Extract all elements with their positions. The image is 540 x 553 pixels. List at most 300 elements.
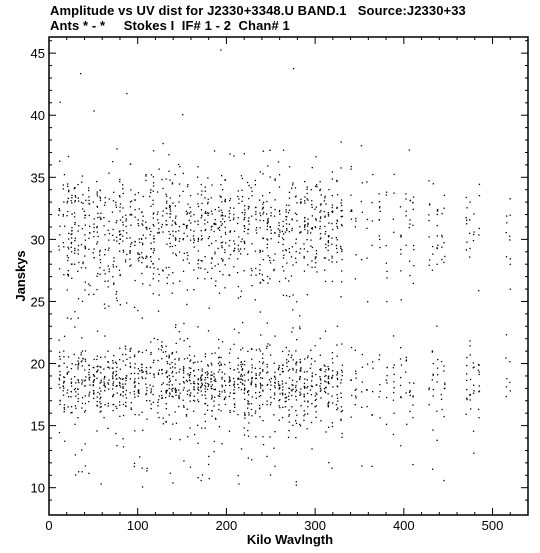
data-point: [380, 391, 381, 392]
data-point: [201, 203, 202, 204]
data-point: [331, 238, 332, 239]
data-point: [135, 385, 136, 386]
data-point: [271, 233, 272, 234]
data-point: [229, 385, 230, 386]
data-point: [262, 390, 263, 391]
data-point: [304, 217, 305, 218]
data-point: [158, 258, 159, 259]
data-point: [304, 271, 305, 272]
data-point: [248, 220, 249, 221]
data-point: [255, 368, 256, 369]
data-point: [214, 251, 215, 252]
data-point: [263, 212, 264, 213]
data-point: [315, 345, 316, 346]
data-point: [262, 251, 263, 252]
data-point: [320, 379, 321, 380]
data-point: [341, 205, 342, 206]
data-point: [267, 165, 268, 166]
data-point: [466, 357, 467, 358]
data-point: [267, 247, 268, 248]
data-point: [242, 212, 243, 213]
data-point: [205, 213, 206, 214]
data-point: [296, 415, 297, 416]
data-point: [120, 219, 121, 220]
data-point: [325, 381, 326, 382]
data-point: [82, 194, 83, 195]
data-point: [179, 195, 180, 196]
data-point: [205, 403, 206, 404]
data-point: [410, 395, 411, 396]
data-point: [307, 226, 308, 227]
data-point: [247, 233, 248, 234]
data-point: [120, 369, 121, 370]
data-point: [187, 225, 188, 226]
data-point: [198, 387, 199, 388]
data-point: [187, 186, 188, 187]
data-point: [78, 398, 79, 399]
data-point: [208, 330, 209, 331]
data-point: [211, 229, 212, 230]
data-point: [100, 259, 101, 260]
data-point: [78, 471, 79, 472]
data-point: [189, 394, 190, 395]
data-point: [112, 378, 113, 379]
data-point: [179, 226, 180, 227]
data-point: [186, 228, 187, 229]
data-point: [283, 255, 284, 256]
data-point: [262, 208, 263, 209]
data-point: [299, 376, 300, 377]
data-point: [437, 235, 438, 236]
data-point: [412, 202, 413, 203]
data-point: [168, 171, 169, 172]
data-point: [311, 189, 312, 190]
data-point: [189, 213, 190, 214]
data-point: [119, 234, 120, 235]
data-point: [215, 209, 216, 210]
data-point: [386, 397, 387, 398]
data-point: [406, 245, 407, 246]
data-point: [401, 397, 402, 398]
data-point: [267, 366, 268, 367]
data-point: [291, 406, 292, 407]
data-point: [142, 283, 143, 284]
data-point: [444, 256, 445, 257]
data-point: [125, 348, 126, 349]
data-point: [286, 219, 287, 220]
data-point: [139, 414, 140, 415]
data-point: [125, 377, 126, 378]
data-point: [244, 270, 245, 271]
data-point: [316, 394, 317, 395]
data-point: [81, 244, 82, 245]
data-point: [328, 245, 329, 246]
data-point: [409, 219, 410, 220]
data-point: [473, 431, 474, 432]
data-point: [186, 214, 187, 215]
data-point: [332, 178, 333, 179]
data-point: [379, 384, 380, 385]
data-point: [320, 397, 321, 398]
data-point: [119, 405, 120, 406]
data-point: [241, 374, 242, 375]
data-point: [153, 402, 154, 403]
data-point: [71, 195, 72, 196]
data-point: [108, 286, 109, 287]
data-point: [279, 385, 280, 386]
data-point: [159, 395, 160, 396]
data-point: [112, 276, 113, 277]
data-point: [166, 356, 167, 357]
data-point: [267, 223, 268, 224]
data-point: [146, 373, 147, 374]
data-point: [315, 186, 316, 187]
data-point: [244, 153, 245, 154]
data-point: [167, 283, 168, 284]
y-tick-label: 15: [30, 418, 45, 434]
data-point: [96, 243, 97, 244]
data-point: [278, 236, 279, 237]
data-point: [304, 229, 305, 230]
data-point: [178, 230, 179, 231]
data-point: [324, 216, 325, 217]
data-point: [207, 272, 208, 273]
data-point: [125, 383, 126, 384]
data-point: [224, 249, 225, 250]
data-point: [271, 230, 272, 231]
data-point: [179, 241, 180, 242]
data-point: [441, 235, 442, 236]
data-point: [166, 267, 167, 268]
data-point: [71, 227, 72, 228]
data-point: [273, 448, 274, 449]
data-point: [183, 271, 184, 272]
data-point: [328, 189, 329, 190]
data-point: [93, 398, 94, 399]
data-point: [67, 202, 68, 203]
data-point: [443, 242, 444, 243]
data-point: [295, 410, 296, 411]
data-point: [201, 235, 202, 236]
data-point: [141, 273, 142, 274]
data-point: [59, 387, 60, 388]
data-point: [143, 196, 144, 197]
data-point: [215, 389, 216, 390]
data-point: [202, 370, 203, 371]
y-tick-label: 30: [30, 232, 45, 248]
data-point: [172, 182, 173, 183]
data-point: [119, 377, 120, 378]
data-point: [337, 356, 338, 357]
data-point: [183, 389, 184, 390]
data-point: [125, 406, 126, 407]
data-point: [84, 246, 85, 247]
data-point: [444, 383, 445, 384]
data-point: [244, 434, 245, 435]
data-point: [220, 221, 221, 222]
data-point: [229, 153, 230, 154]
data-point: [470, 399, 471, 400]
data-point: [355, 371, 356, 372]
data-point: [113, 264, 114, 265]
data-point: [189, 355, 190, 356]
data-point: [387, 367, 388, 368]
data-point: [71, 368, 72, 369]
data-point: [312, 247, 313, 248]
data-point: [337, 385, 338, 386]
data-point: [142, 318, 143, 319]
data-point: [101, 380, 102, 381]
data-point: [211, 416, 212, 417]
data-point: [138, 383, 139, 384]
data-point: [64, 174, 65, 175]
data-point: [336, 245, 337, 246]
data-point: [198, 206, 199, 207]
data-point: [94, 359, 95, 360]
data-point: [85, 376, 86, 377]
data-point: [221, 258, 222, 259]
data-point: [119, 416, 120, 417]
data-point: [240, 296, 241, 297]
data-point: [166, 392, 167, 393]
data-point: [166, 384, 167, 385]
data-point: [332, 171, 333, 172]
data-point: [241, 448, 242, 449]
data-point: [205, 211, 206, 212]
data-point: [304, 358, 305, 359]
data-point: [233, 155, 234, 156]
data-point: [130, 206, 131, 207]
data-point: [289, 414, 290, 415]
data-point: [200, 378, 201, 379]
data-point: [68, 238, 69, 239]
data-point: [405, 198, 406, 199]
data-point: [161, 384, 162, 385]
data-point: [256, 219, 257, 220]
data-point: [350, 211, 351, 212]
x-tick-label: 400: [392, 518, 415, 533]
data-point: [244, 228, 245, 229]
data-point: [444, 388, 445, 389]
data-point: [153, 204, 154, 205]
data-point: [97, 195, 98, 196]
data-point: [59, 340, 60, 341]
data-point: [126, 254, 127, 255]
data-point: [153, 225, 154, 226]
data-point: [307, 357, 308, 358]
data-point: [291, 188, 292, 189]
data-point: [220, 49, 221, 50]
data-point: [119, 207, 120, 208]
data-point: [324, 211, 325, 212]
data-point: [115, 433, 116, 434]
data-point: [292, 228, 293, 229]
data-point: [278, 381, 279, 382]
data-point: [204, 197, 205, 198]
data-point: [146, 387, 147, 388]
data-point: [107, 382, 108, 383]
data-point: [269, 150, 270, 151]
data-point: [194, 389, 195, 390]
data-point: [275, 178, 276, 179]
data-point: [126, 218, 127, 219]
data-point: [307, 413, 308, 414]
data-point: [429, 404, 430, 405]
data-point: [406, 357, 407, 358]
data-point: [172, 388, 173, 389]
data-point: [270, 207, 271, 208]
data-point: [141, 367, 142, 368]
data-point: [225, 385, 226, 386]
data-point: [286, 230, 287, 231]
data-point: [198, 378, 199, 379]
data-point: [204, 414, 205, 415]
data-point: [75, 391, 76, 392]
data-point: [116, 266, 117, 267]
data-point: [248, 458, 249, 459]
data-point: [300, 425, 301, 426]
data-point: [260, 250, 261, 251]
data-point: [479, 365, 480, 366]
data-point: [409, 223, 410, 224]
data-point: [400, 385, 401, 386]
data-point: [162, 215, 163, 216]
data-point: [316, 219, 317, 220]
data-point: [242, 348, 243, 349]
data-point: [351, 219, 352, 220]
data-point: [225, 234, 226, 235]
data-point: [68, 190, 69, 191]
data-point: [153, 182, 154, 183]
data-point: [197, 203, 198, 204]
data-point: [221, 236, 222, 237]
data-point: [251, 268, 252, 269]
data-point: [255, 378, 256, 379]
data-point: [286, 295, 287, 296]
data-point: [157, 405, 158, 406]
data-point: [108, 405, 109, 406]
data-point: [306, 189, 307, 190]
data-point: [340, 248, 341, 249]
data-point: [145, 238, 146, 239]
data-point: [190, 216, 191, 217]
data-point: [401, 364, 402, 365]
data-point: [93, 367, 94, 368]
data-point: [70, 396, 71, 397]
data-point: [355, 373, 356, 374]
data-point: [162, 224, 163, 225]
data-point: [441, 247, 442, 248]
data-point: [63, 386, 64, 387]
data-point: [355, 395, 356, 396]
data-point: [380, 417, 381, 418]
data-point: [238, 249, 239, 250]
data-point: [93, 252, 94, 253]
data-point: [350, 380, 351, 381]
data-point: [379, 354, 380, 355]
data-point: [108, 265, 109, 266]
data-point: [233, 411, 234, 412]
data-point: [63, 184, 64, 185]
data-point: [169, 384, 170, 385]
data-point: [211, 371, 212, 372]
data-point: [394, 374, 395, 375]
data-point: [122, 386, 123, 387]
data-point: [189, 427, 190, 428]
data-point: [141, 369, 142, 370]
data-point: [134, 387, 135, 388]
data-point: [163, 211, 164, 212]
data-point: [84, 215, 85, 216]
data-point: [189, 375, 190, 376]
data-point: [193, 231, 194, 232]
data-point: [130, 163, 131, 164]
data-point: [241, 201, 242, 202]
data-point: [279, 214, 280, 215]
data-point: [229, 245, 230, 246]
data-point: [286, 223, 287, 224]
data-point: [295, 213, 296, 214]
data-point: [271, 378, 272, 379]
data-point: [151, 352, 152, 353]
data-point: [153, 214, 154, 215]
data-point: [88, 249, 89, 250]
data-point: [178, 397, 179, 398]
data-point: [229, 240, 230, 241]
y-tick-label: 20: [30, 356, 45, 372]
data-point: [400, 235, 401, 236]
data-point: [59, 356, 60, 357]
data-point: [97, 273, 98, 274]
data-point: [166, 371, 167, 372]
data-point: [240, 364, 241, 365]
data-point: [202, 474, 203, 475]
data-point: [466, 242, 467, 243]
data-point: [442, 409, 443, 410]
data-point: [74, 188, 75, 189]
data-point: [229, 410, 230, 411]
data-point: [205, 388, 206, 389]
data-point: [134, 381, 135, 382]
data-point: [274, 269, 275, 270]
data-point: [139, 257, 140, 258]
data-point: [211, 278, 212, 279]
data-point: [274, 431, 275, 432]
x-tick-label: 0: [45, 518, 53, 533]
data-point: [230, 254, 231, 255]
data-point: [64, 404, 65, 405]
data-point: [315, 262, 316, 263]
data-point: [197, 263, 198, 264]
data-point: [60, 359, 61, 360]
data-point: [207, 383, 208, 384]
data-point: [85, 359, 86, 360]
data-point: [202, 395, 203, 396]
data-point: [200, 386, 201, 387]
data-point: [237, 196, 238, 197]
data-point: [221, 364, 222, 365]
data-point: [238, 365, 239, 366]
data-point: [88, 190, 89, 191]
data-point: [130, 378, 131, 379]
data-point: [169, 355, 170, 356]
data-point: [207, 177, 208, 178]
data-point: [157, 191, 158, 192]
data-point: [221, 242, 222, 243]
data-point: [474, 231, 475, 232]
data-point: [237, 223, 238, 224]
data-point: [286, 211, 287, 212]
